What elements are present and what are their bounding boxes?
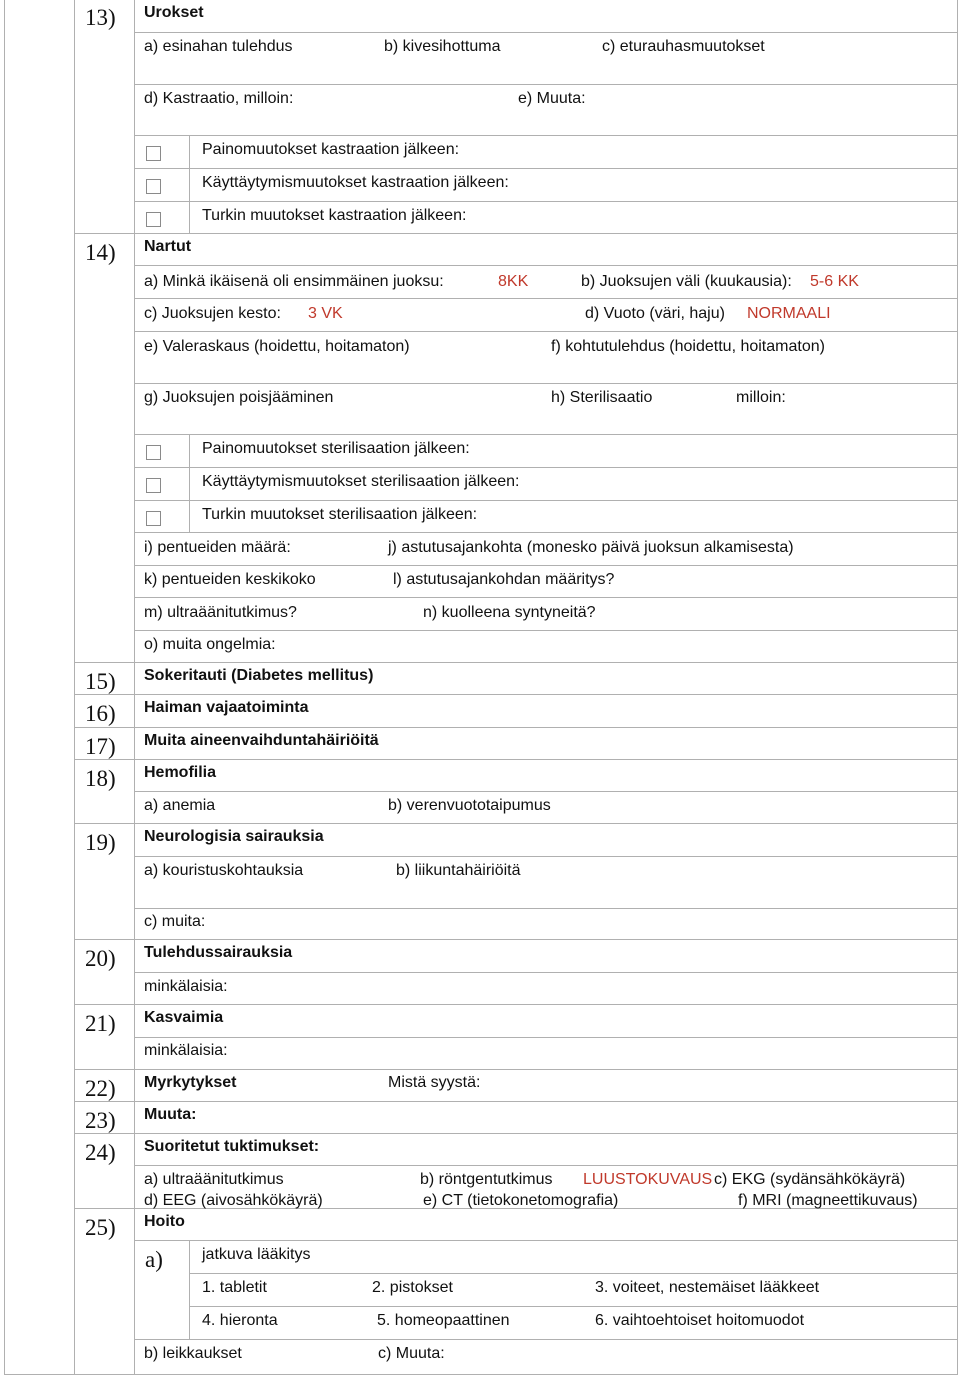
medication-type: 3. voiteet, nestemäiset lääkkeet (595, 1279, 820, 1296)
section-line (74, 1069, 957, 1070)
checkbox-label: Käyttäytymismuutokset sterilisaation jälkeen: (202, 473, 520, 490)
weight-change-checkbox[interactable] (146, 146, 161, 161)
section-number: 13) (85, 5, 116, 30)
section-title: Hemofilia (144, 764, 217, 781)
heat-duration-answer: 3 VK (308, 305, 343, 322)
medication-type: 5. homeopaattinen (377, 1312, 510, 1329)
row-line (134, 597, 957, 598)
castration-field: d) Kastraatio, milloin: (144, 90, 294, 107)
option-prostate-changes: c) eturauhasmuutokset (602, 38, 765, 55)
pyometra-label: f) kohtutulehdus (hoidettu, hoitamaton) (551, 338, 825, 355)
checkbox-label: Painomuutokset sterilisaation jälkeen: (202, 440, 470, 457)
checkbox-column-border (189, 135, 190, 233)
ultrasound-label: m) ultraäänitutkimus? (144, 604, 297, 621)
row-line (134, 201, 957, 202)
surgeries-label: b) leikkaukset (144, 1345, 242, 1362)
heat-interval-label: b) Juoksujen väli (kuukausia): (581, 273, 792, 290)
row-line (134, 84, 957, 85)
ct-exam-label: e) CT (tietokonetomografia) (423, 1192, 619, 1209)
section-line (74, 694, 957, 695)
section-title: Hoito (144, 1213, 185, 1230)
mri-exam-label: f) MRI (magneettikuvaus) (738, 1192, 918, 1209)
heat-absence-label: g) Juoksujen poisjääminen (144, 389, 334, 406)
anemia-label: a) anemia (144, 797, 216, 814)
section-title: Kasvaimia (144, 1009, 224, 1026)
bleeding-tendency-label: b) verenvuototaipumus (388, 797, 551, 814)
checkbox-label: Turkin muutokset kastraation jälkeen: (202, 207, 467, 224)
section-line (74, 1101, 957, 1102)
stillborn-label: n) kuolleena syntyneitä? (423, 604, 596, 621)
row-line (134, 856, 957, 857)
option-hydrocele: b) kivesihottuma (384, 38, 501, 55)
section-title: Myrkytykset (144, 1074, 237, 1091)
row-line (134, 1339, 957, 1340)
marker-column-border (189, 1240, 190, 1339)
row-line (189, 1273, 957, 1274)
row-line (134, 434, 957, 435)
pseudopregnancy-label: e) Valeraskaus (hoidettu, hoitamaton) (144, 338, 410, 355)
row-line (134, 500, 957, 501)
section-title: Nartut (144, 238, 192, 255)
medication-type: 1. tabletit (202, 1279, 267, 1296)
section-title: Neurologisia sairauksia (144, 828, 324, 845)
behavior-change-checkbox[interactable] (146, 179, 161, 194)
section-title: Sokeritauti (Diabetes mellitus) (144, 667, 374, 684)
discharge-label: d) Vuoto (väri, haju) (585, 305, 725, 322)
xray-exam-label: b) röntgentutkimus (420, 1171, 553, 1188)
checkbox-label: Turkin muutokset sterilisaation jälkeen: (202, 506, 478, 523)
medication-type: 6. vaihtoehtoiset hoitomuodot (595, 1312, 805, 1329)
heat-duration-label: c) Juoksujen kesto: (144, 305, 281, 322)
first-heat-age-label: a) Minkä ikäisenä oli ensimmäinen juoksu: (144, 273, 444, 290)
mating-time-determination-label: l) astutusajankohdan määritys? (393, 571, 615, 588)
other-field: e) Muuta: (518, 90, 586, 107)
row-line (134, 1165, 957, 1166)
section-number: 25) (85, 1215, 116, 1240)
section-line (74, 662, 957, 663)
border-content-column (134, 0, 135, 1375)
row-line (134, 331, 957, 332)
movement-disorder-label: b) liikuntahäiriöitä (396, 862, 521, 879)
section-number: 18) (85, 766, 116, 791)
row-line (134, 908, 957, 909)
medication-type: 4. hieronta (202, 1312, 278, 1329)
row-line (134, 532, 957, 533)
row-line (134, 791, 957, 792)
row-line (189, 1306, 957, 1307)
other-neuro-label: c) muita: (144, 913, 206, 930)
checkbox-column-border (189, 434, 190, 532)
section-line (74, 1133, 957, 1134)
section-number: 19) (85, 830, 116, 855)
what-kind-label: minkälaisia: (144, 1042, 228, 1059)
section-number: 17) (85, 734, 116, 759)
section-line (74, 727, 957, 728)
section-number: 21) (85, 1011, 116, 1036)
section-line (74, 939, 957, 940)
heat-interval-answer: 5-6 KK (810, 273, 859, 290)
poisoning-cause-label: Mistä syystä: (388, 1074, 481, 1091)
border-number-column (74, 0, 75, 1375)
row-line (134, 1037, 957, 1038)
row-line (134, 135, 957, 136)
section-number: 20) (85, 946, 116, 971)
border-left (4, 0, 5, 1375)
sterilisation-label: h) Sterilisaatio (551, 389, 653, 406)
section-title: Suoritetut tuktimukset: (144, 1138, 320, 1155)
row-line (134, 168, 957, 169)
behavior-change-checkbox[interactable] (146, 478, 161, 493)
row-line (134, 383, 957, 384)
ekg-exam-label: c) EKG (sydänsähkökäyrä) (714, 1171, 906, 1188)
section-number: 15) (85, 669, 116, 694)
section-line (74, 759, 957, 760)
other-treatment-label: c) Muuta: (378, 1345, 445, 1362)
row-line (134, 265, 957, 266)
row-line (134, 32, 957, 33)
section-number: 14) (85, 240, 116, 265)
border-bottom (4, 1374, 958, 1375)
medication-type: 2. pistokset (372, 1279, 453, 1296)
section-number: 24) (85, 1140, 116, 1165)
section-number: 23) (85, 1108, 116, 1133)
section-title: Urokset (144, 4, 204, 21)
litter-count-label: i) pentueiden määrä: (144, 539, 291, 556)
row-line (134, 467, 957, 468)
section-line (74, 233, 957, 234)
row-line (134, 565, 957, 566)
seizures-label: a) kouristuskohtauksia (144, 862, 304, 879)
row-line (134, 1240, 957, 1241)
row-line (134, 972, 957, 973)
first-heat-age-answer: 8KK (498, 273, 529, 290)
xray-exam-answer: LUUSTOKUVAUS (583, 1171, 713, 1188)
checkbox-label: Käyttäytymismuutokset kastraation jälkeen: (202, 174, 509, 191)
coat-change-checkbox[interactable] (146, 212, 161, 227)
row-line (134, 630, 957, 631)
weight-change-checkbox[interactable] (146, 445, 161, 460)
sterilisation-when-label: milloin: (736, 389, 786, 406)
section-title: Tulehdussairauksia (144, 944, 293, 961)
option-foreskin-inflammation: a) esinahan tulehdus (144, 38, 293, 55)
eeg-exam-label: d) EEG (aivosähkökäyrä) (144, 1192, 323, 1209)
item-marker: a) (145, 1247, 163, 1272)
other-problems-label: o) muita ongelmia: (144, 636, 276, 653)
section-line (74, 1004, 957, 1005)
checkbox-label: Painomuutokset kastraation jälkeen: (202, 141, 460, 158)
ultrasound-exam-label: a) ultraäänitutkimus (144, 1171, 284, 1188)
section-title: Muita aineenvaihduntahäiriöitä (144, 732, 379, 749)
section-title: Haiman vajaatoiminta (144, 699, 309, 716)
mating-time-label: j) astutusajankohta (monesko päivä juoksun alkamisesta) (388, 539, 794, 556)
what-kind-label: minkälaisia: (144, 978, 228, 995)
section-title: Muuta: (144, 1106, 197, 1123)
row-line (134, 298, 957, 299)
discharge-answer: NORMAALI (747, 305, 831, 322)
coat-change-checkbox[interactable] (146, 511, 161, 526)
continuous-medication-label: jatkuva lääkitys (202, 1246, 311, 1263)
border-right (957, 0, 958, 1375)
litter-size-label: k) pentueiden keskikoko (144, 571, 316, 588)
section-number: 16) (85, 701, 116, 726)
section-number: 22) (85, 1076, 116, 1101)
section-line (74, 823, 957, 824)
